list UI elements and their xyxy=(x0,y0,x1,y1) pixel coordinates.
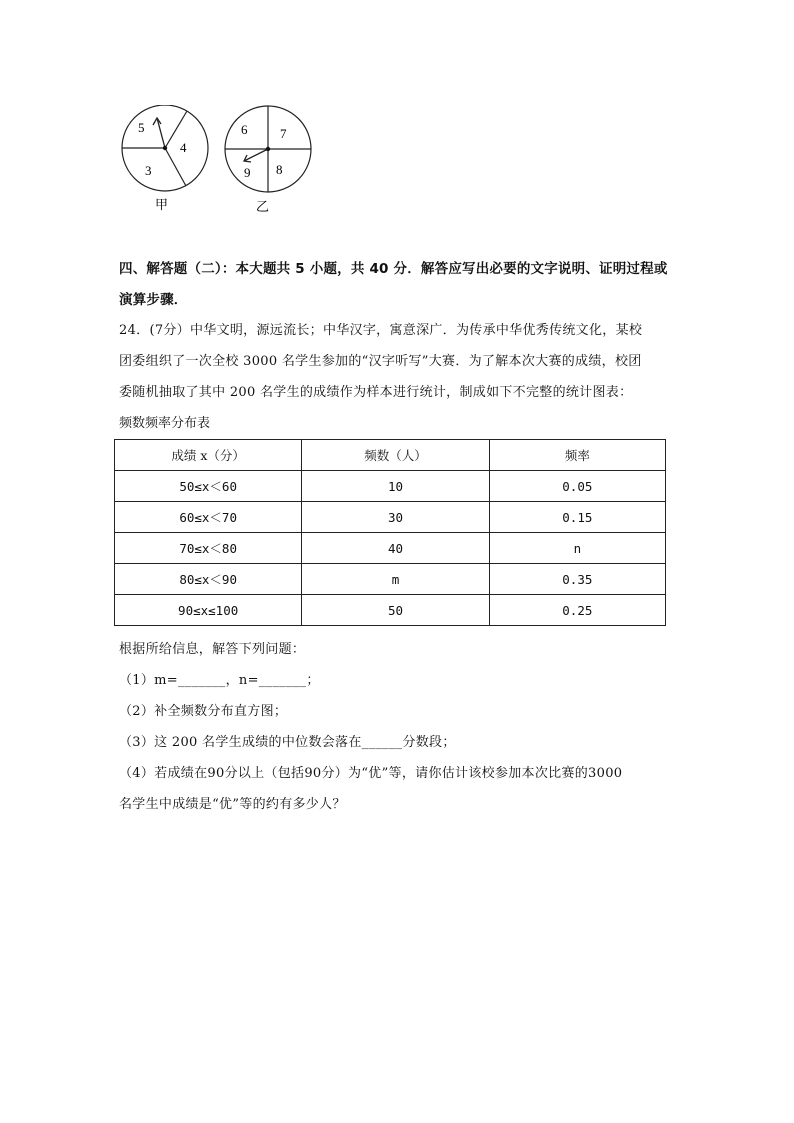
section-heading-line: 四、解答题（二）：本大题共 5 小题，共 40 分．解答应写出必要的文字说明、证明过程或 xyxy=(119,261,668,277)
table-cell: 10 xyxy=(302,471,489,502)
table-cell: 0.25 xyxy=(489,595,665,626)
spinner-jia-pointer xyxy=(157,118,165,148)
spinner-jia-pivot xyxy=(163,146,167,150)
spinner-yi-number: 8 xyxy=(276,162,283,177)
table-cell: m xyxy=(302,564,489,595)
spinner-yi-label: 乙 xyxy=(256,199,270,214)
table-cell: 60≤x＜70 xyxy=(115,502,302,533)
spinner-jia-pointer-head xyxy=(153,118,161,125)
question-item-continuation: 名学生中成绩是“优”等的约有多少人？ xyxy=(119,797,346,812)
spinner-jia-number: 4 xyxy=(180,140,187,155)
problem-line: 委随机抽取了其中 200 名学生的成绩作为样本进行统计，制成如下不完整的统计图表： xyxy=(119,385,633,400)
table-cell: 50≤x＜60 xyxy=(115,471,302,502)
problem-line: 团委组织了一次全校 3000 名学生参加的“汉字听写”大赛．为了解本次大赛的成绩，校团 xyxy=(119,354,642,369)
table-row xyxy=(115,595,666,626)
spinner-yi-pointer xyxy=(244,149,268,161)
spinner-jia-number: 3 xyxy=(145,163,152,178)
spinner-jia-label: 甲 xyxy=(155,197,169,212)
spinner-diagram xyxy=(110,105,330,220)
table-cell: 80≤x＜90 xyxy=(115,564,302,595)
spinner-figures xyxy=(110,105,330,220)
question-item: （3）这 200 名学生成绩的中位数会落在______分数段； xyxy=(119,735,456,750)
table-cell: 30 xyxy=(302,502,489,533)
problem-statement xyxy=(119,315,679,408)
section-heading-line: 演算步骤． xyxy=(119,292,188,308)
spinner-yi-number: 6 xyxy=(241,122,248,137)
question-item: （1）m=_______，n=_______； xyxy=(119,673,320,688)
table-row xyxy=(115,502,666,533)
table-cell: 0.05 xyxy=(489,471,665,502)
spinner-yi-pivot xyxy=(266,147,270,151)
question-item: （2）补全频数分布直方图； xyxy=(119,704,288,719)
frequency-table xyxy=(114,439,666,626)
table-cell: n xyxy=(489,533,665,564)
table-cell: 70≤x＜80 xyxy=(115,533,302,564)
table-header-row xyxy=(115,440,666,471)
table-cell: 0.35 xyxy=(489,564,665,595)
table-row xyxy=(115,471,666,502)
table-caption: 频数频率分布表 xyxy=(119,416,211,431)
spinner-yi-number: 9 xyxy=(244,165,251,180)
table-cell: 50 xyxy=(302,595,489,626)
table-cell: 0.15 xyxy=(489,502,665,533)
table-cell: 90≤x≤100 xyxy=(115,595,302,626)
spinner-yi xyxy=(225,106,311,214)
spinner-jia xyxy=(122,105,208,212)
question-item: （4）若成绩在90分以上（包括90分）为“优”等，请你估计该校参加本次比赛的3000 xyxy=(119,766,623,781)
question-intro: 根据所给信息，解答下列问题： xyxy=(119,642,306,657)
question-list xyxy=(119,634,679,820)
column-header-score: 成绩 x（分） xyxy=(115,440,302,471)
column-header-rate: 频率 xyxy=(489,440,665,471)
problem-line: 24．(7分）中华文明，源远流长；中华汉字，寓意深广．为传承中华优秀传统文化，某校 xyxy=(119,323,643,338)
spinner-yi-number: 7 xyxy=(280,126,287,141)
table-cell: 40 xyxy=(302,533,489,564)
table-row xyxy=(115,564,666,595)
section-heading xyxy=(119,254,679,316)
table-row xyxy=(115,533,666,564)
column-header-frequency: 频数（人） xyxy=(302,440,489,471)
spinner-jia-number: 5 xyxy=(138,120,145,135)
